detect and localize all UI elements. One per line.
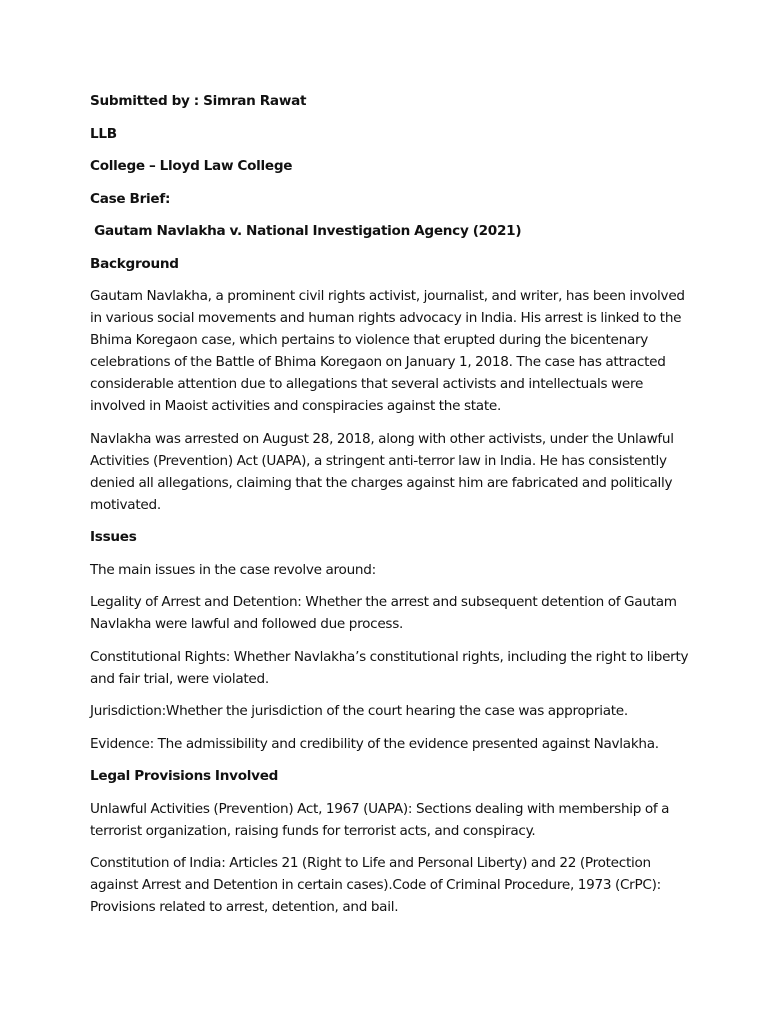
background-paragraph-2: Navlakha was arrested on August 28, 2018, along with other activists, under the Unlawful Activities (Prevention) Act (UAPA), a stringent anti-terror law in India. He has consistently denied all allegations, claiming that the charges against him are fabricated and politically motivated.	[90, 430, 674, 513]
issues-intro: The main issues in the case revolve around:	[90, 561, 376, 578]
issue-jurisdiction: Jurisdiction:Whether the jurisdiction of the court hearing the case was appropriate.	[90, 703, 628, 719]
case-brief-label: Case Brief:	[90, 190, 171, 207]
legal-provision-uapa: Unlawful Activities (Prevention) Act, 1967 (UAPA): Sections dealing with membership of a terrorist organization, raising funds for terrorist acts, and conspiracy.	[90, 800, 670, 839]
document-body	[90, 90, 690, 929]
legal-provisions-heading: Legal Provisions Involved	[90, 768, 279, 784]
issue-legality: Legality of Arrest and Detention: Whether the arrest and subsequent detention of Gautam Navlakha were lawful and followed due process.	[90, 594, 677, 632]
background-heading: Background	[90, 255, 179, 272]
legal-provision-constitution: Constitution of India: Articles 21 (Right to Life and Personal Liberty) and 22 (Protection against Arrest and Detention in certain cases).Code of Criminal Procedure, 1973 (CrPC): Provisions related to arrest, detention, and bail.	[90, 855, 661, 915]
degree: LLB	[90, 125, 117, 142]
college: College – Lloyd Law College	[90, 158, 293, 174]
background-paragraph-1: Gautam Navlakha, a prominent civil rights activist, journalist, and writer, has been involved in various social movements and human rights advocacy in India. His arrest is linked to the Bhima Koregaon case, which pertains to violence that erupted during the bicentenary celebrations of the Battle of Bhima Koregaon on January 1, 2018. The case has attracted considerable attention due to allegations that several activists and intellectuals were involved in Maoist activities and conspiracies against the state.	[90, 288, 685, 414]
issue-constitutional-rights: Constitutional Rights: Whether Navlakha’s constitutional rights, including the right to liberty and fair trial, were violated.	[90, 648, 689, 687]
issue-evidence: Evidence: The admissibility and credibility of the evidence presented against Navlakha.	[90, 735, 659, 752]
case-title: Gautam Navlakha v. National Investigation Agency (2021)	[90, 223, 522, 239]
submitted-by: Submitted by : Simran Rawat	[90, 93, 307, 109]
issues-heading: Issues	[90, 529, 137, 545]
